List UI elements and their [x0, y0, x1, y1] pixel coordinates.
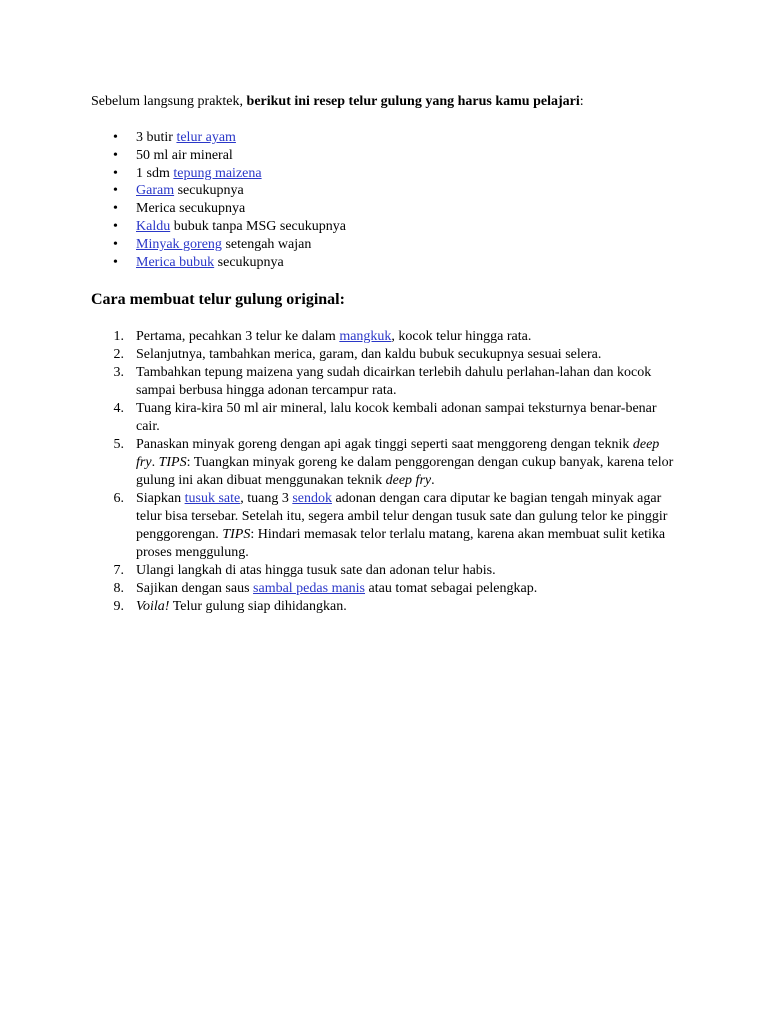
- ingredient-item: [91, 165, 651, 183]
- ingredient-text: setengah wajan: [221, 236, 312, 252]
- step-item: [91, 580, 681, 598]
- step-text: Tuang kira-kira 50 ml air mineral, lalu kocok kembali adonan sampai teksturnya benar-benar cair.: [136, 401, 657, 434]
- step-italic: Voila!: [136, 599, 170, 614]
- bullet-icon: •: [113, 183, 118, 199]
- step-text: .: [431, 473, 435, 488]
- ingredient-item: [91, 129, 651, 147]
- step-number: 7.: [113, 563, 124, 578]
- intro-colon: :: [579, 94, 584, 109]
- step-link-tusuk-sate[interactable]: tusuk sate: [184, 491, 241, 506]
- step-item: [91, 490, 681, 562]
- step-text: Tambahkan tepung maizena yang sudah dicairkan terlebih dahulu perlahan-lahan dan kocok sampai berbusa hingga adonan tercampur rata.: [136, 365, 652, 398]
- step-number: 3.: [113, 365, 124, 380]
- step-number: 1.: [113, 329, 124, 344]
- step-text: .: [151, 455, 159, 470]
- step-text: Telur gulung siap dihidangkan.: [169, 599, 347, 614]
- bullet-icon: •: [113, 201, 118, 217]
- step-text: : Hindari memasak telor terlalu matang, karena akan membuat sulit ketika proses menggulung.: [136, 527, 666, 560]
- step-item: [91, 364, 681, 400]
- bullet-icon: •: [113, 254, 118, 270]
- ingredient-text: 50 ml air mineral: [136, 147, 233, 163]
- step-number: 2.: [113, 347, 124, 362]
- ingredient-link-kaldu[interactable]: Kaldu: [136, 218, 171, 234]
- ingredient-item: [91, 236, 651, 254]
- ingredient-item: [91, 147, 651, 165]
- ingredient-text: 1 sdm: [136, 165, 174, 181]
- step-text: Panaskan minyak goreng dengan api agak tinggi seperti saat menggoreng dengan teknik: [136, 437, 633, 452]
- step-italic: TIPS: [158, 455, 187, 470]
- step-item: [91, 562, 681, 580]
- ingredient-link-tepung-maizena[interactable]: tepung maizena: [173, 165, 262, 181]
- step-number: 9.: [113, 599, 124, 614]
- step-text: atau tomat sebagai pelengkap.: [365, 581, 538, 596]
- step-item: [91, 346, 681, 364]
- step-italic: deep fry: [136, 437, 660, 470]
- ingredient-link-merica-bubuk[interactable]: Merica bubuk: [136, 254, 215, 270]
- ingredient-item: [91, 254, 651, 272]
- step-number: 6.: [113, 491, 124, 506]
- bullet-icon: •: [113, 218, 118, 234]
- step-text: Siapkan: [136, 491, 185, 506]
- step-text: , kocok telur hingga rata.: [391, 329, 532, 344]
- bullet-icon: •: [113, 165, 118, 181]
- step-list: [91, 328, 681, 616]
- ingredient-text: secukupnya: [174, 183, 244, 199]
- step-link-mangkuk[interactable]: mangkuk: [339, 329, 392, 344]
- step-italic: TIPS: [222, 527, 251, 542]
- intro-bold-text: berikut ini resep telur gulung yang harus kamu pelajari: [246, 94, 580, 109]
- intro-text: Sebelum langsung praktek,: [91, 94, 247, 109]
- ingredient-item: [91, 218, 651, 236]
- step-text: , tuang 3: [240, 491, 293, 506]
- bullet-icon: •: [113, 147, 118, 163]
- step-item: [91, 436, 681, 490]
- ingredient-item: [91, 182, 651, 200]
- step-number: 5.: [113, 437, 124, 452]
- step-text: Ulangi langkah di atas hingga tusuk sate dan adonan telur habis.: [136, 563, 496, 578]
- step-text: adonan dengan cara diputar ke bagian tengah minyak agar telur bisa tersebar. Setelah itu, segera ambil telur dengan tusuk sate dan gulung telor ke pinggir penggorengan.: [136, 491, 668, 542]
- ingredient-text: Merica secukupnya: [136, 201, 246, 217]
- intro-paragraph: [91, 93, 584, 111]
- ingredient-item: [91, 200, 651, 218]
- section-heading: Cara membuat telur gulung original:: [91, 291, 345, 308]
- step-text: Pertama, pecahkan 3 telur ke dalam: [136, 329, 340, 344]
- step-italic: deep fry: [385, 473, 432, 488]
- step-text: Sajikan dengan saus: [136, 581, 254, 596]
- step-number: 4.: [113, 401, 124, 416]
- ingredient-link-telur-ayam[interactable]: telur ayam: [176, 130, 236, 145]
- step-text: Selanjutnya, tambahkan merica, garam, dan kaldu bubuk secukupnya sesuai selera.: [136, 347, 602, 362]
- ingredient-text: bubuk tanpa MSG secukupnya: [170, 218, 346, 234]
- step-item: [91, 400, 681, 436]
- ingredient-text: secukupnya: [214, 254, 284, 270]
- ingredient-list: [91, 129, 651, 271]
- step-link-sambal-pedas-manis[interactable]: sambal pedas manis: [253, 581, 366, 596]
- bullet-icon: •: [113, 130, 118, 145]
- ingredient-text: 3 butir: [136, 130, 177, 145]
- bullet-icon: •: [113, 236, 118, 252]
- step-link-sendok[interactable]: sendok: [292, 491, 332, 506]
- step-item: [91, 598, 681, 616]
- step-item: [91, 328, 681, 346]
- step-number: 8.: [113, 581, 124, 596]
- ingredient-link-garam[interactable]: Garam: [136, 183, 175, 199]
- ingredient-link-minyak-goreng[interactable]: Minyak goreng: [136, 236, 222, 252]
- step-text: : Tuangkan minyak goreng ke dalam penggorengan dengan cukup banyak, karena telor gulung ini akan dibuat menggunakan teknik: [136, 455, 674, 488]
